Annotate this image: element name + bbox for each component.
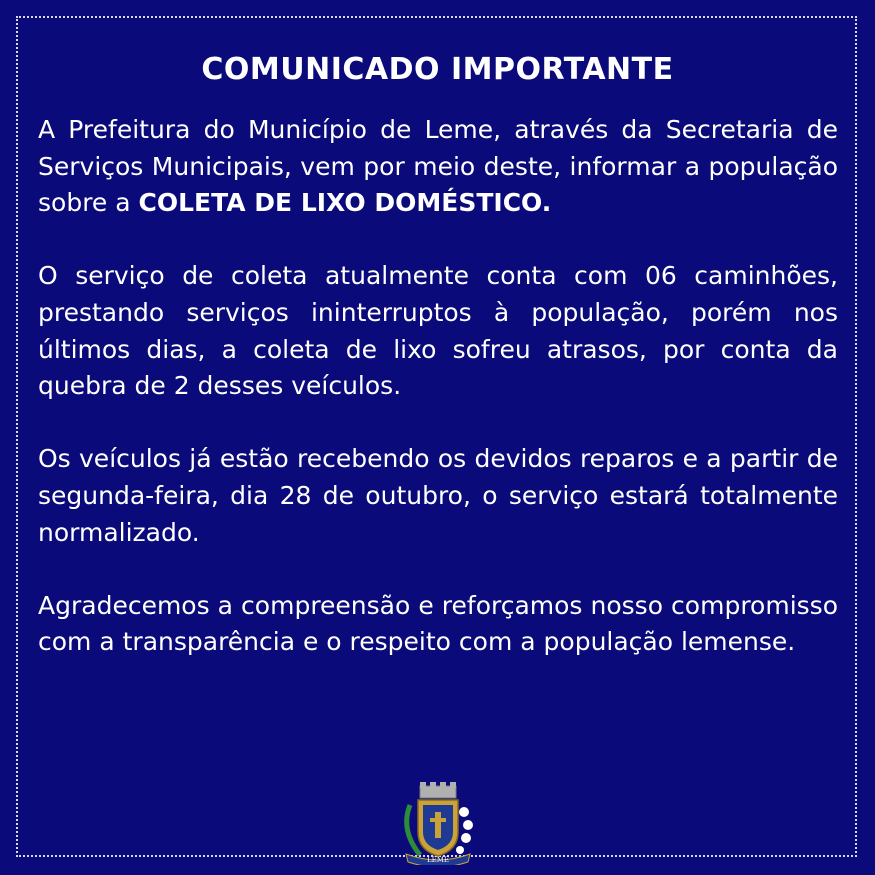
paragraph-intro-highlight: COLETA DE LIXO DOMÉSTICO. (138, 188, 552, 218)
emblem-label: LEME (426, 856, 450, 864)
announcement-body (38, 112, 838, 661)
paragraph-thanks: Agradecemos a compreensão e reforçamos nosso compromisso com a transparência e o respeito com a população lemense. (38, 590, 838, 657)
city-coat-of-arms-icon (398, 780, 478, 865)
paragraph-intro-text: A Prefeitura do Município de Leme, através da Secretaria de Serviços Municipais, vem por meio deste, informar a população sobre a (38, 115, 838, 218)
announcement-title: COMUNICADO IMPORTANTE (201, 52, 674, 87)
paragraph-repairs: Os veículos já estão recebendo os devidos reparos e a partir de segunda-feira, dia 28 de outubro, o serviço estará totalmente normalizado. (38, 444, 838, 547)
paragraph-intro (38, 112, 838, 222)
paragraph-service-status: O serviço de coleta atualmente conta com 06 caminhões, prestando serviços ininterruptos à população, porém nos últimos dias, a coleta de lixo sofreu atrasos, por conta da quebra de 2 desses veículos. (38, 261, 838, 401)
